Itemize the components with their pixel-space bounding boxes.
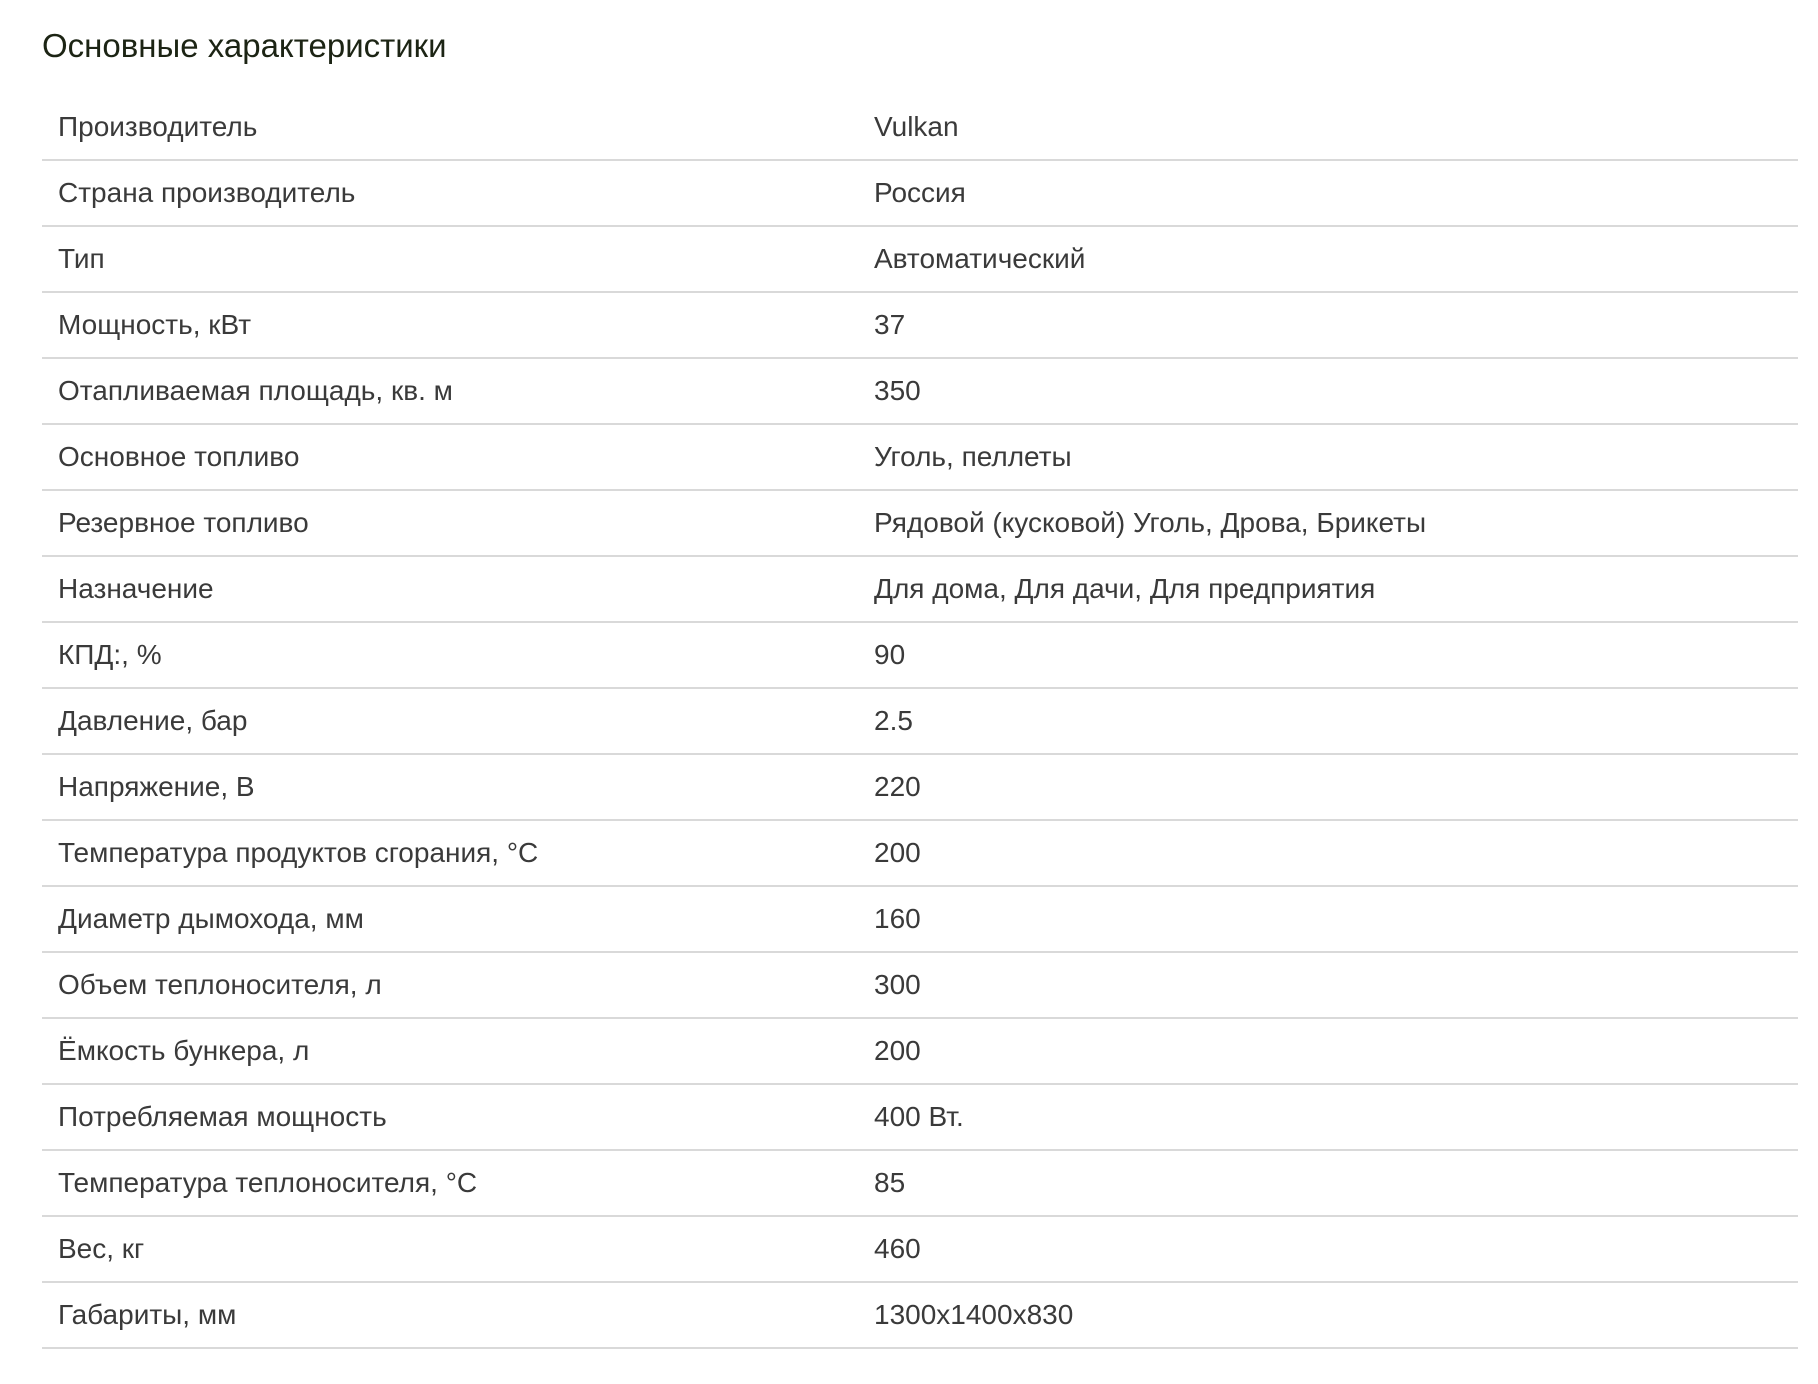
spec-row-chimney-diameter <box>42 886 1798 952</box>
main-specs-section <box>42 0 1798 1330</box>
spec-name: Потребляемая мощность <box>42 1084 874 1150</box>
spec-name: Производитель <box>42 94 874 160</box>
spec-value: Уголь, пеллеты <box>874 424 1798 490</box>
spec-row-weight <box>42 1216 1798 1282</box>
spec-value: Автоматический <box>874 226 1798 292</box>
spec-value: 37 <box>874 292 1798 358</box>
spec-name: Давление, бар <box>42 688 874 754</box>
spec-name: Температура продуктов сгорания, °C <box>42 820 874 886</box>
spec-row-coolant-volume <box>42 952 1798 1018</box>
spec-row-purpose <box>42 556 1798 622</box>
spec-row-power-consumption <box>42 1084 1798 1150</box>
spec-value: 350 <box>874 358 1798 424</box>
spec-row-country <box>42 160 1798 226</box>
spec-name: Основное топливо <box>42 424 874 490</box>
spec-name: Температура теплоносителя, °C <box>42 1150 874 1216</box>
spec-value: 220 <box>874 754 1798 820</box>
spec-value: 460 <box>874 1216 1798 1282</box>
spec-value: 200 <box>874 820 1798 886</box>
spec-value: 90 <box>874 622 1798 688</box>
spec-row-voltage <box>42 754 1798 820</box>
spec-row-main-fuel <box>42 424 1798 490</box>
spec-row-manufacturer <box>42 94 1798 160</box>
spec-value: Vulkan <box>874 94 1798 160</box>
spec-row-coolant-temperature <box>42 1150 1798 1216</box>
spec-value: 160 <box>874 886 1798 952</box>
spec-row-reserve-fuel <box>42 490 1798 556</box>
spec-value: 300 <box>874 952 1798 1018</box>
spec-name: Вес, кг <box>42 1216 874 1282</box>
section-title: Основные характеристики <box>42 27 447 64</box>
spec-row-dimensions <box>42 1282 1798 1348</box>
specs-table <box>42 94 1798 1349</box>
spec-row-pressure <box>42 688 1798 754</box>
spec-value: 2.5 <box>874 688 1798 754</box>
spec-value: Россия <box>874 160 1798 226</box>
spec-value: 200 <box>874 1018 1798 1084</box>
spec-name: Диаметр дымохода, мм <box>42 886 874 952</box>
spec-row-power <box>42 292 1798 358</box>
spec-name: Объем теплоносителя, л <box>42 952 874 1018</box>
spec-name: Габариты, мм <box>42 1282 874 1348</box>
spec-name: Отапливаемая площадь, кв. м <box>42 358 874 424</box>
spec-row-type <box>42 226 1798 292</box>
spec-name: Ёмкость бункера, л <box>42 1018 874 1084</box>
spec-value: Рядовой (кусковой) Уголь, Дрова, Брикеты <box>874 490 1798 556</box>
spec-value: Для дома, Для дачи, Для предприятия <box>874 556 1798 622</box>
spec-name: Напряжение, В <box>42 754 874 820</box>
spec-name: Резервное топливо <box>42 490 874 556</box>
spec-row-heated-area <box>42 358 1798 424</box>
spec-value: 400 Вт. <box>874 1084 1798 1150</box>
spec-row-flue-gas-temperature <box>42 820 1798 886</box>
spec-name: Тип <box>42 226 874 292</box>
spec-name: Страна производитель <box>42 160 874 226</box>
spec-value: 85 <box>874 1150 1798 1216</box>
spec-name: КПД:, % <box>42 622 874 688</box>
spec-value: 1300x1400x830 <box>874 1282 1798 1348</box>
spec-name: Назначение <box>42 556 874 622</box>
spec-row-bunker-capacity <box>42 1018 1798 1084</box>
spec-row-efficiency <box>42 622 1798 688</box>
spec-name: Мощность, кВт <box>42 292 874 358</box>
